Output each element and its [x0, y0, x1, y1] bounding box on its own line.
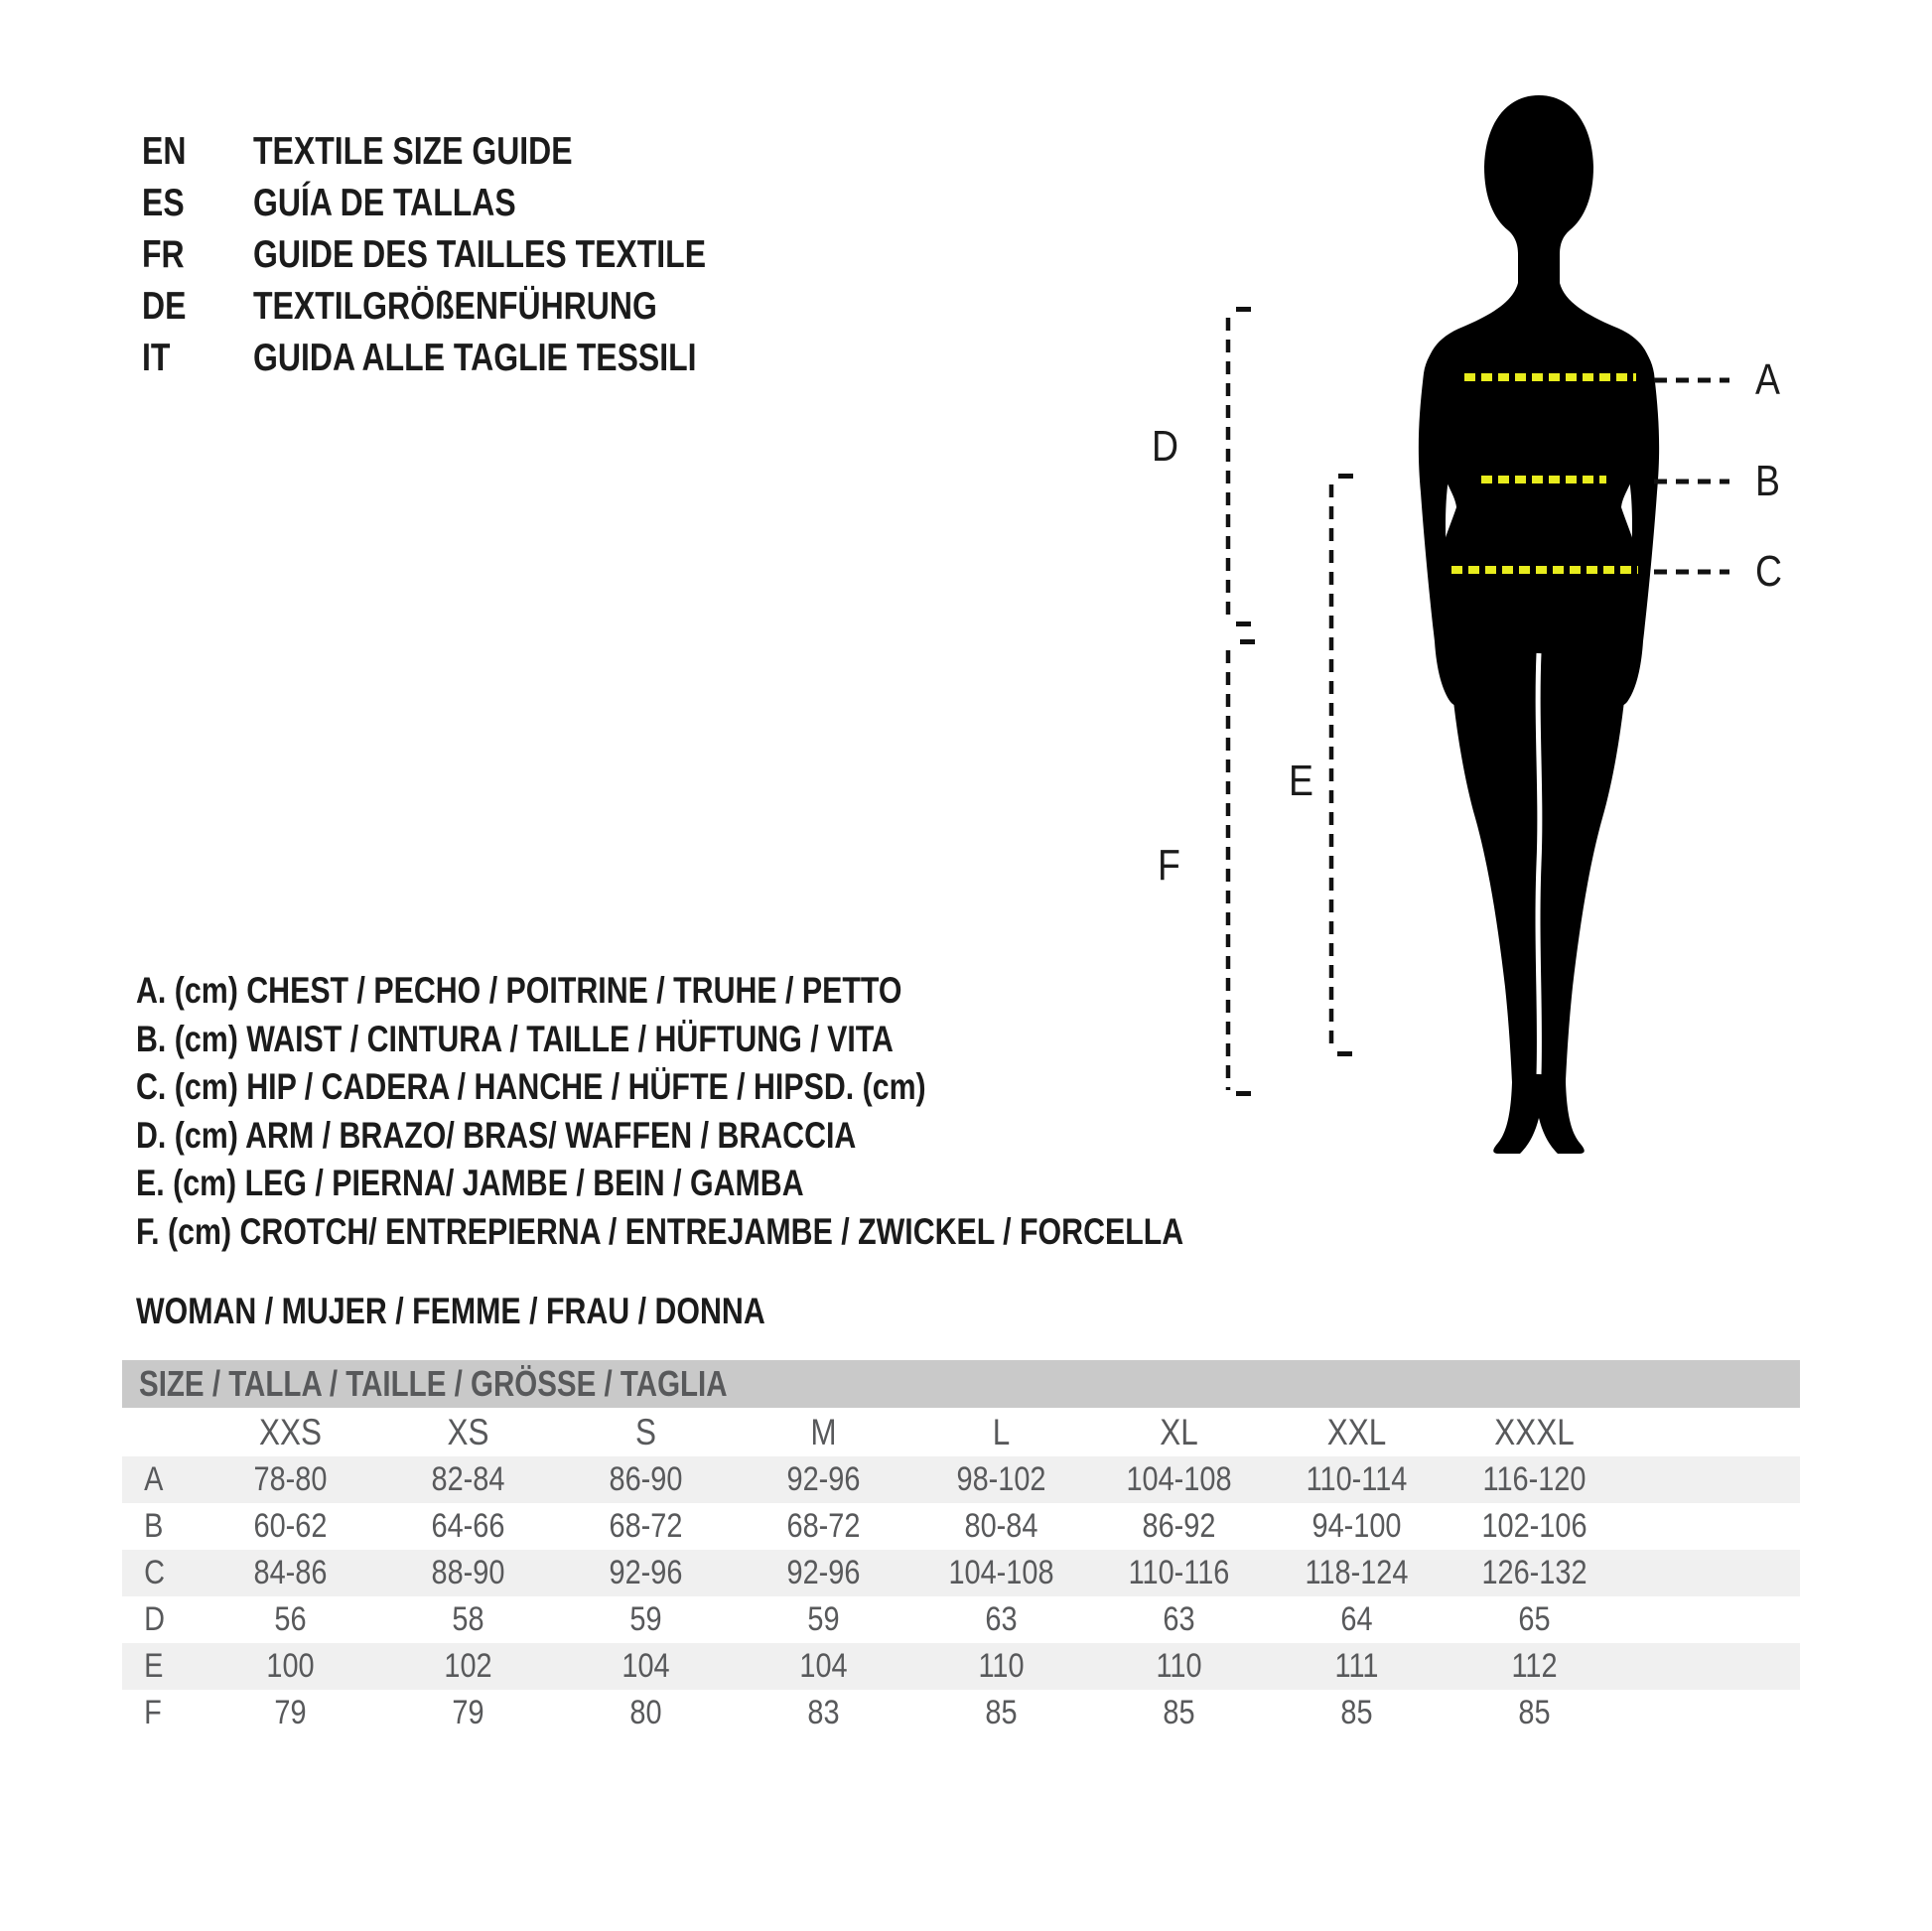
table-cell: 59 — [629, 1600, 662, 1638]
leg-line-top-tick — [1338, 474, 1353, 479]
figure-label-waist: B — [1755, 457, 1780, 505]
arm-line-top-tick — [1236, 307, 1251, 312]
table-row — [122, 1643, 1800, 1690]
table-row — [122, 1550, 1800, 1596]
silhouette-head — [1484, 95, 1593, 290]
table-cell: 110 — [978, 1647, 1025, 1685]
table-cell: 104 — [799, 1647, 848, 1685]
table-cell: 80-84 — [964, 1507, 1038, 1545]
figure-label-chest: A — [1755, 355, 1780, 404]
table-cell: 65 — [1518, 1600, 1551, 1638]
table-cell: 58 — [452, 1600, 484, 1638]
size-column-header: XXXL — [1494, 1411, 1575, 1452]
language-code: ES — [142, 182, 185, 224]
guide-title: GUÍA DE TALLAS — [253, 182, 516, 224]
size-column-header: L — [992, 1411, 1011, 1452]
table-cell: 68-72 — [609, 1507, 683, 1545]
table-cell: 63 — [985, 1600, 1018, 1638]
language-code: EN — [142, 130, 187, 173]
measurement-legend — [136, 967, 1414, 1256]
table-row — [122, 1596, 1800, 1643]
language-code: IT — [142, 337, 171, 379]
figure-label-hip: C — [1755, 547, 1783, 596]
table-cell: 110 — [1156, 1647, 1202, 1685]
table-cell: 92-96 — [786, 1554, 861, 1591]
table-cell: 118-124 — [1305, 1554, 1409, 1591]
table-row — [122, 1456, 1800, 1503]
table-cell: 104 — [621, 1647, 670, 1685]
size-column-header: M — [810, 1411, 837, 1452]
table-cell: 60-62 — [253, 1507, 328, 1545]
table-row — [122, 1690, 1800, 1736]
figure-label-crotch: F — [1158, 841, 1180, 890]
guide-title: GUIDE DES TAILLES TEXTILE — [253, 233, 707, 276]
row-label: D — [144, 1600, 165, 1638]
table-cell: 104-108 — [1126, 1460, 1232, 1498]
language-row — [142, 281, 805, 333]
table-cell: 98-102 — [956, 1460, 1046, 1498]
crotch-line-top-tick — [1240, 639, 1255, 644]
figure-label-leg: E — [1289, 757, 1313, 805]
size-header-row — [122, 1408, 1800, 1456]
size-column-header: XXL — [1326, 1411, 1387, 1452]
table-cell: 64 — [1340, 1600, 1373, 1638]
row-label: A — [144, 1460, 164, 1498]
legend-line-arm: D. (cm) ARM / BRAZO/ BRAS/ WAFFEN / BRACCIA — [136, 1114, 857, 1156]
table-cell: 85 — [1163, 1694, 1195, 1731]
guide-title: TEXTILE SIZE GUIDE — [253, 130, 573, 173]
size-column-header: XXS — [259, 1411, 322, 1452]
legend-line-crotch: F. (cm) CROTCH/ ENTREPIERNA / ENTREJAMBE / ZWICKEL / FORCELLA — [136, 1210, 1184, 1252]
table-cell: 83 — [807, 1694, 840, 1731]
table-cell: 79 — [452, 1694, 484, 1731]
table-cell: 78-80 — [253, 1460, 328, 1498]
size-column-header: XL — [1160, 1411, 1198, 1452]
table-cell: 102 — [444, 1647, 492, 1685]
legend-line-leg: E. (cm) LEG / PIERNA/ JAMBE / BEIN / GAMBA — [136, 1163, 804, 1204]
table-cell: 92-96 — [786, 1460, 861, 1498]
table-cell: 126-132 — [1481, 1554, 1587, 1591]
arm-line-bottom-tick — [1236, 621, 1251, 626]
table-cell: 110-116 — [1128, 1554, 1230, 1591]
size-column-header: XS — [447, 1411, 489, 1452]
audience-title-row — [136, 1288, 903, 1335]
table-cell: 94-100 — [1311, 1507, 1402, 1545]
table-cell: 116-120 — [1482, 1460, 1587, 1498]
size-table — [122, 1360, 1800, 1736]
size-column-header: S — [635, 1411, 656, 1452]
table-cell: 64-66 — [431, 1507, 505, 1545]
size-table-header-bar — [122, 1360, 1800, 1408]
table-cell: 86-90 — [609, 1460, 683, 1498]
legend-line-hip: C. (cm) HIP / CADERA / HANCHE / HÜFTE / HIPSD. (cm) — [136, 1066, 926, 1108]
table-cell: 86-92 — [1142, 1507, 1216, 1545]
row-label: F — [144, 1694, 162, 1731]
language-code: FR — [142, 233, 185, 276]
table-row — [122, 1503, 1800, 1550]
language-row — [142, 333, 805, 384]
table-cell: 68-72 — [786, 1507, 861, 1545]
table-cell: 92-96 — [609, 1554, 683, 1591]
table-cell: 112 — [1511, 1647, 1558, 1685]
size-table-header-label: SIZE / TALLA / TAILLE / GRÖSSE / TAGLIA — [139, 1363, 728, 1404]
table-cell: 88-90 — [431, 1554, 505, 1591]
language-row — [142, 178, 805, 229]
figure-label-arm: D — [1152, 422, 1179, 471]
table-cell: 100 — [266, 1647, 315, 1685]
table-cell: 63 — [1163, 1600, 1195, 1638]
table-cell: 102-106 — [1481, 1507, 1587, 1545]
guide-title: TEXTILGRÖßENFÜHRUNG — [253, 285, 657, 328]
table-cell: 80 — [629, 1694, 662, 1731]
table-cell: 111 — [1334, 1647, 1379, 1685]
table-cell: 110-114 — [1306, 1460, 1408, 1498]
legend-line-chest: A. (cm) CHEST / PECHO / POITRINE / TRUHE / PETTO — [136, 970, 902, 1012]
table-cell: 84-86 — [253, 1554, 328, 1591]
table-cell: 82-84 — [431, 1460, 505, 1498]
row-label: E — [144, 1647, 164, 1685]
table-cell: 85 — [985, 1694, 1018, 1731]
audience-title: WOMAN / MUJER / FEMME / FRAU / DONNA — [136, 1291, 765, 1331]
guide-title: GUIDA ALLE TAGLIE TESSILI — [253, 337, 697, 379]
row-label: B — [144, 1507, 164, 1545]
legend-line-waist: B. (cm) WAIST / CINTURA / TAILLE / HÜFTUNG / VITA — [136, 1018, 894, 1059]
table-cell: 59 — [807, 1600, 840, 1638]
language-row — [142, 229, 805, 281]
language-guide-block — [142, 126, 805, 384]
table-cell: 85 — [1518, 1694, 1551, 1731]
table-cell: 79 — [274, 1694, 307, 1731]
table-cell: 56 — [274, 1600, 307, 1638]
language-code: DE — [142, 285, 187, 328]
row-label: C — [144, 1554, 165, 1591]
language-row — [142, 126, 805, 178]
table-cell: 85 — [1340, 1694, 1373, 1731]
table-cell: 104-108 — [948, 1554, 1054, 1591]
leg-gap-line — [1538, 653, 1540, 1074]
